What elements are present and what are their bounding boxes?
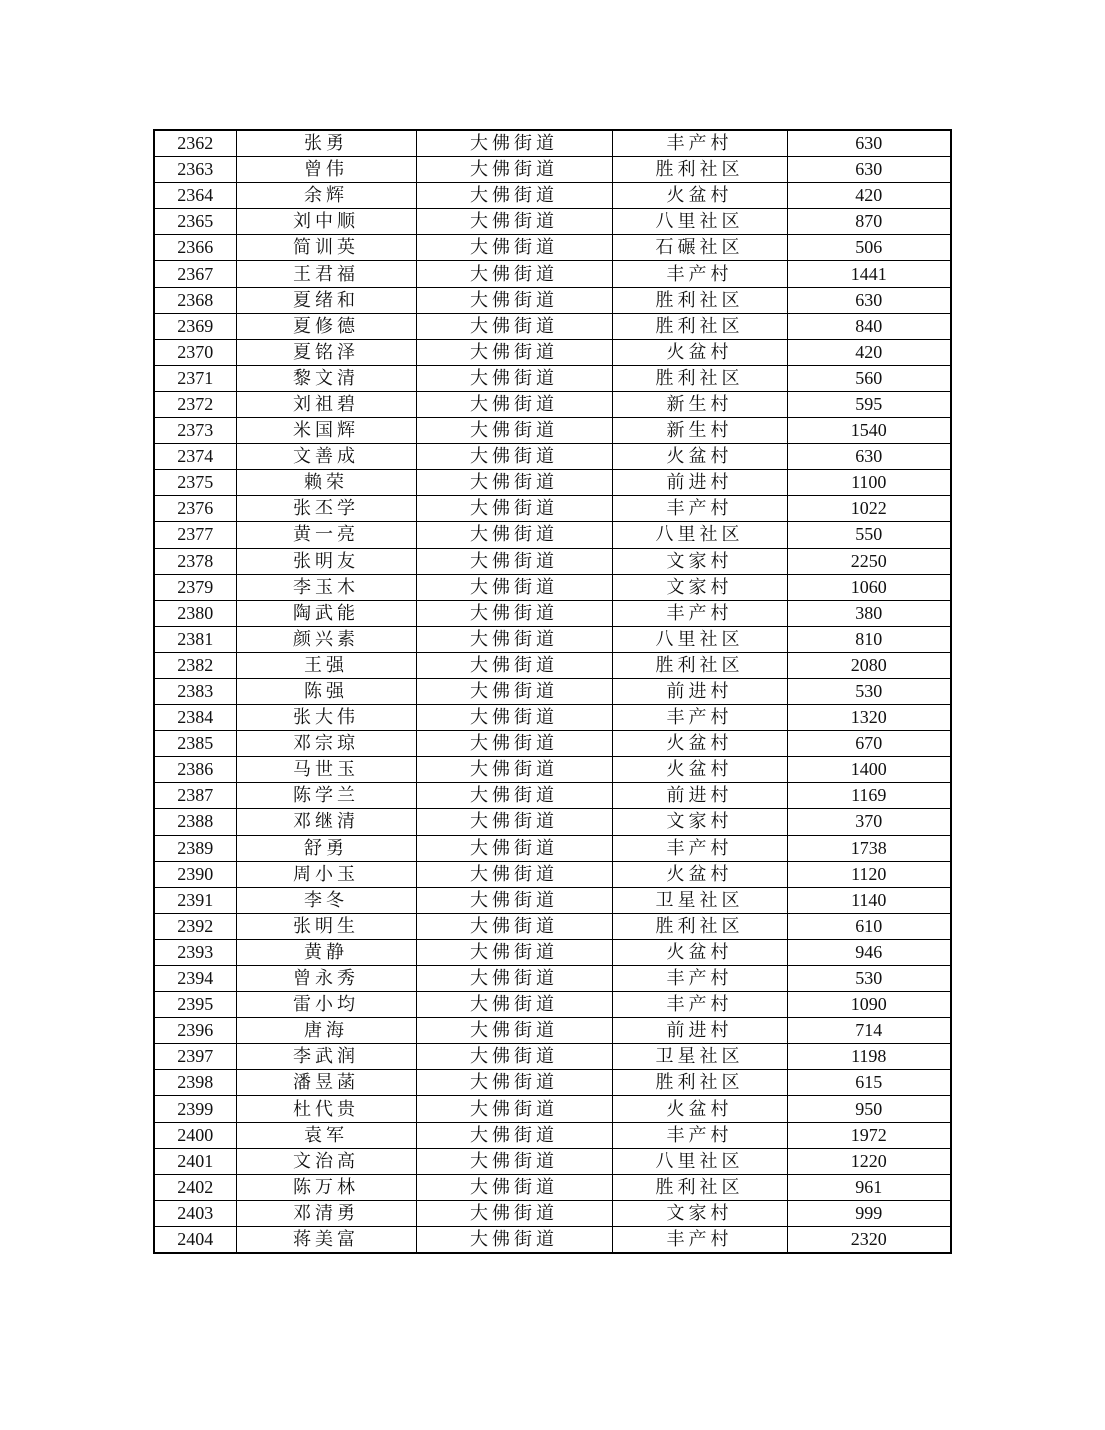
subdistrict-cell: 大佛街道 [416, 1226, 612, 1253]
subdistrict-cell: 大佛街道 [416, 261, 612, 287]
row-number-cell: 2390 [154, 861, 236, 887]
table-row [154, 757, 951, 783]
name-cell: 张勇 [236, 130, 416, 157]
community-cell: 火盆村 [612, 1096, 787, 1122]
table-row [154, 939, 951, 965]
row-number-cell: 2366 [154, 235, 236, 261]
row-number-cell: 2394 [154, 966, 236, 992]
row-number-cell: 2389 [154, 835, 236, 861]
table-row [154, 705, 951, 731]
amount-cell: 380 [787, 600, 951, 626]
community-cell: 丰产村 [612, 966, 787, 992]
community-cell: 文家村 [612, 548, 787, 574]
row-number-cell: 2392 [154, 913, 236, 939]
subdistrict-cell: 大佛街道 [416, 339, 612, 365]
subdistrict-cell: 大佛街道 [416, 444, 612, 470]
table-row [154, 1096, 951, 1122]
row-number-cell: 2379 [154, 574, 236, 600]
subdistrict-cell: 大佛街道 [416, 913, 612, 939]
name-cell: 潘昱菡 [236, 1070, 416, 1096]
table-row [154, 835, 951, 861]
subdistrict-cell: 大佛街道 [416, 365, 612, 391]
row-number-cell: 2371 [154, 365, 236, 391]
records-table [153, 129, 952, 1254]
row-number-cell: 2383 [154, 678, 236, 704]
amount-cell: 1022 [787, 496, 951, 522]
table-row [154, 1044, 951, 1070]
amount-cell: 1140 [787, 887, 951, 913]
row-number-cell: 2372 [154, 391, 236, 417]
table-row [154, 418, 951, 444]
community-cell: 前进村 [612, 1018, 787, 1044]
amount-cell: 530 [787, 678, 951, 704]
table-row [154, 1174, 951, 1200]
community-cell: 八里社区 [612, 1148, 787, 1174]
row-number-cell: 2402 [154, 1174, 236, 1200]
table-row [154, 731, 951, 757]
amount-cell: 1738 [787, 835, 951, 861]
name-cell: 张大伟 [236, 705, 416, 731]
community-cell: 胜利社区 [612, 913, 787, 939]
row-number-cell: 2403 [154, 1200, 236, 1226]
amount-cell: 1972 [787, 1122, 951, 1148]
amount-cell: 1400 [787, 757, 951, 783]
row-number-cell: 2399 [154, 1096, 236, 1122]
row-number-cell: 2363 [154, 157, 236, 183]
table-row [154, 157, 951, 183]
amount-cell: 595 [787, 391, 951, 417]
table-row [154, 1226, 951, 1253]
name-cell: 曾伟 [236, 157, 416, 183]
table-row [154, 1200, 951, 1226]
name-cell: 余辉 [236, 183, 416, 209]
name-cell: 邓继清 [236, 809, 416, 835]
row-number-cell: 2398 [154, 1070, 236, 1096]
subdistrict-cell: 大佛街道 [416, 966, 612, 992]
row-number-cell: 2401 [154, 1148, 236, 1174]
table-row [154, 992, 951, 1018]
subdistrict-cell: 大佛街道 [416, 130, 612, 157]
name-cell: 李玉木 [236, 574, 416, 600]
table-row [154, 600, 951, 626]
table-row [154, 522, 951, 548]
row-number-cell: 2369 [154, 313, 236, 339]
community-cell: 前进村 [612, 470, 787, 496]
table-row [154, 1018, 951, 1044]
amount-cell: 630 [787, 157, 951, 183]
name-cell: 简训英 [236, 235, 416, 261]
row-number-cell: 2385 [154, 731, 236, 757]
community-cell: 丰产村 [612, 835, 787, 861]
row-number-cell: 2381 [154, 626, 236, 652]
amount-cell: 1540 [787, 418, 951, 444]
community-cell: 前进村 [612, 678, 787, 704]
row-number-cell: 2377 [154, 522, 236, 548]
row-number-cell: 2391 [154, 887, 236, 913]
community-cell: 火盆村 [612, 183, 787, 209]
table-row [154, 783, 951, 809]
name-cell: 陶武能 [236, 600, 416, 626]
amount-cell: 999 [787, 1200, 951, 1226]
name-cell: 邓清勇 [236, 1200, 416, 1226]
table-row [154, 261, 951, 287]
amount-cell: 506 [787, 235, 951, 261]
row-number-cell: 2376 [154, 496, 236, 522]
amount-cell: 1320 [787, 705, 951, 731]
subdistrict-cell: 大佛街道 [416, 1200, 612, 1226]
table-row [154, 313, 951, 339]
amount-cell: 615 [787, 1070, 951, 1096]
table-row [154, 287, 951, 313]
subdistrict-cell: 大佛街道 [416, 496, 612, 522]
community-cell: 火盆村 [612, 731, 787, 757]
name-cell: 米国辉 [236, 418, 416, 444]
table-row [154, 209, 951, 235]
amount-cell: 2080 [787, 652, 951, 678]
subdistrict-cell: 大佛街道 [416, 652, 612, 678]
subdistrict-cell: 大佛街道 [416, 783, 612, 809]
community-cell: 火盆村 [612, 339, 787, 365]
row-number-cell: 2404 [154, 1226, 236, 1253]
subdistrict-cell: 大佛街道 [416, 1070, 612, 1096]
row-number-cell: 2395 [154, 992, 236, 1018]
name-cell: 邓宗琼 [236, 731, 416, 757]
amount-cell: 550 [787, 522, 951, 548]
amount-cell: 560 [787, 365, 951, 391]
subdistrict-cell: 大佛街道 [416, 574, 612, 600]
table-row [154, 913, 951, 939]
subdistrict-cell: 大佛街道 [416, 992, 612, 1018]
amount-cell: 630 [787, 444, 951, 470]
subdistrict-cell: 大佛街道 [416, 809, 612, 835]
records-table-body [154, 130, 951, 1253]
row-number-cell: 2367 [154, 261, 236, 287]
row-number-cell: 2400 [154, 1122, 236, 1148]
name-cell: 黎文清 [236, 365, 416, 391]
amount-cell: 2250 [787, 548, 951, 574]
community-cell: 石碾社区 [612, 235, 787, 261]
name-cell: 黄静 [236, 939, 416, 965]
row-number-cell: 2396 [154, 1018, 236, 1044]
subdistrict-cell: 大佛街道 [416, 157, 612, 183]
community-cell: 八里社区 [612, 522, 787, 548]
row-number-cell: 2373 [154, 418, 236, 444]
community-cell: 丰产村 [612, 992, 787, 1018]
amount-cell: 670 [787, 731, 951, 757]
community-cell: 卫星社区 [612, 1044, 787, 1070]
name-cell: 文治高 [236, 1148, 416, 1174]
amount-cell: 714 [787, 1018, 951, 1044]
name-cell: 周小玉 [236, 861, 416, 887]
community-cell: 新生村 [612, 418, 787, 444]
table-row [154, 574, 951, 600]
subdistrict-cell: 大佛街道 [416, 287, 612, 313]
row-number-cell: 2362 [154, 130, 236, 157]
community-cell: 胜利社区 [612, 1070, 787, 1096]
name-cell: 王强 [236, 652, 416, 678]
community-cell: 卫星社区 [612, 887, 787, 913]
community-cell: 文家村 [612, 1200, 787, 1226]
row-number-cell: 2370 [154, 339, 236, 365]
amount-cell: 530 [787, 966, 951, 992]
row-number-cell: 2365 [154, 209, 236, 235]
community-cell: 八里社区 [612, 626, 787, 652]
amount-cell: 420 [787, 183, 951, 209]
table-row [154, 470, 951, 496]
name-cell: 马世玉 [236, 757, 416, 783]
amount-cell: 610 [787, 913, 951, 939]
amount-cell: 961 [787, 1174, 951, 1200]
table-row [154, 130, 951, 157]
table-row [154, 1122, 951, 1148]
row-number-cell: 2382 [154, 652, 236, 678]
name-cell: 曾永秀 [236, 966, 416, 992]
subdistrict-cell: 大佛街道 [416, 1018, 612, 1044]
table-row [154, 444, 951, 470]
community-cell: 火盆村 [612, 939, 787, 965]
amount-cell: 950 [787, 1096, 951, 1122]
subdistrict-cell: 大佛街道 [416, 1044, 612, 1070]
table-row [154, 365, 951, 391]
name-cell: 舒勇 [236, 835, 416, 861]
table-row [154, 1148, 951, 1174]
community-cell: 胜利社区 [612, 652, 787, 678]
name-cell: 夏修德 [236, 313, 416, 339]
subdistrict-cell: 大佛街道 [416, 705, 612, 731]
amount-cell: 2320 [787, 1226, 951, 1253]
amount-cell: 1220 [787, 1148, 951, 1174]
table-row [154, 809, 951, 835]
subdistrict-cell: 大佛街道 [416, 678, 612, 704]
subdistrict-cell: 大佛街道 [416, 313, 612, 339]
amount-cell: 870 [787, 209, 951, 235]
community-cell: 胜利社区 [612, 1174, 787, 1200]
amount-cell: 1169 [787, 783, 951, 809]
row-number-cell: 2386 [154, 757, 236, 783]
row-number-cell: 2374 [154, 444, 236, 470]
subdistrict-cell: 大佛街道 [416, 183, 612, 209]
name-cell: 颜兴素 [236, 626, 416, 652]
table-row [154, 861, 951, 887]
subdistrict-cell: 大佛街道 [416, 1096, 612, 1122]
amount-cell: 630 [787, 287, 951, 313]
subdistrict-cell: 大佛街道 [416, 548, 612, 574]
table-row [154, 652, 951, 678]
subdistrict-cell: 大佛街道 [416, 757, 612, 783]
table-row [154, 391, 951, 417]
name-cell: 赖荣 [236, 470, 416, 496]
row-number-cell: 2375 [154, 470, 236, 496]
amount-cell: 420 [787, 339, 951, 365]
table-row [154, 183, 951, 209]
community-cell: 胜利社区 [612, 287, 787, 313]
subdistrict-cell: 大佛街道 [416, 470, 612, 496]
name-cell: 唐海 [236, 1018, 416, 1044]
subdistrict-cell: 大佛街道 [416, 731, 612, 757]
table-row [154, 678, 951, 704]
subdistrict-cell: 大佛街道 [416, 939, 612, 965]
community-cell: 丰产村 [612, 1226, 787, 1253]
row-number-cell: 2393 [154, 939, 236, 965]
table-row [154, 339, 951, 365]
name-cell: 李冬 [236, 887, 416, 913]
subdistrict-cell: 大佛街道 [416, 209, 612, 235]
subdistrict-cell: 大佛街道 [416, 835, 612, 861]
table-row [154, 235, 951, 261]
subdistrict-cell: 大佛街道 [416, 522, 612, 548]
amount-cell: 1120 [787, 861, 951, 887]
community-cell: 文家村 [612, 809, 787, 835]
community-cell: 胜利社区 [612, 157, 787, 183]
name-cell: 刘祖碧 [236, 391, 416, 417]
subdistrict-cell: 大佛街道 [416, 626, 612, 652]
row-number-cell: 2388 [154, 809, 236, 835]
community-cell: 文家村 [612, 574, 787, 600]
community-cell: 胜利社区 [612, 313, 787, 339]
name-cell: 陈万林 [236, 1174, 416, 1200]
subdistrict-cell: 大佛街道 [416, 1122, 612, 1148]
amount-cell: 1198 [787, 1044, 951, 1070]
community-cell: 丰产村 [612, 600, 787, 626]
community-cell: 丰产村 [612, 261, 787, 287]
amount-cell: 1060 [787, 574, 951, 600]
row-number-cell: 2378 [154, 548, 236, 574]
row-number-cell: 2387 [154, 783, 236, 809]
name-cell: 文善成 [236, 444, 416, 470]
subdistrict-cell: 大佛街道 [416, 1174, 612, 1200]
table-row [154, 1070, 951, 1096]
name-cell: 杜代贵 [236, 1096, 416, 1122]
subdistrict-cell: 大佛街道 [416, 1148, 612, 1174]
name-cell: 张明生 [236, 913, 416, 939]
subdistrict-cell: 大佛街道 [416, 418, 612, 444]
name-cell: 雷小均 [236, 992, 416, 1018]
amount-cell: 1441 [787, 261, 951, 287]
name-cell: 李武润 [236, 1044, 416, 1070]
amount-cell: 1100 [787, 470, 951, 496]
subdistrict-cell: 大佛街道 [416, 861, 612, 887]
name-cell: 袁军 [236, 1122, 416, 1148]
community-cell: 胜利社区 [612, 365, 787, 391]
name-cell: 蒋美富 [236, 1226, 416, 1253]
amount-cell: 946 [787, 939, 951, 965]
row-number-cell: 2384 [154, 705, 236, 731]
amount-cell: 1090 [787, 992, 951, 1018]
row-number-cell: 2397 [154, 1044, 236, 1070]
community-cell: 火盆村 [612, 861, 787, 887]
community-cell: 丰产村 [612, 1122, 787, 1148]
subdistrict-cell: 大佛街道 [416, 235, 612, 261]
name-cell: 陈学兰 [236, 783, 416, 809]
name-cell: 陈强 [236, 678, 416, 704]
community-cell: 前进村 [612, 783, 787, 809]
amount-cell: 370 [787, 809, 951, 835]
community-cell: 火盆村 [612, 757, 787, 783]
community-cell: 新生村 [612, 391, 787, 417]
amount-cell: 810 [787, 626, 951, 652]
row-number-cell: 2368 [154, 287, 236, 313]
table-row [154, 966, 951, 992]
subdistrict-cell: 大佛街道 [416, 600, 612, 626]
table-row [154, 548, 951, 574]
table-row [154, 626, 951, 652]
table-row [154, 887, 951, 913]
community-cell: 丰产村 [612, 496, 787, 522]
community-cell: 丰产村 [612, 705, 787, 731]
subdistrict-cell: 大佛街道 [416, 391, 612, 417]
name-cell: 夏绪和 [236, 287, 416, 313]
name-cell: 张丕学 [236, 496, 416, 522]
row-number-cell: 2364 [154, 183, 236, 209]
community-cell: 火盆村 [612, 444, 787, 470]
row-number-cell: 2380 [154, 600, 236, 626]
amount-cell: 630 [787, 130, 951, 157]
name-cell: 黄一亮 [236, 522, 416, 548]
amount-cell: 840 [787, 313, 951, 339]
community-cell: 八里社区 [612, 209, 787, 235]
name-cell: 刘中顺 [236, 209, 416, 235]
name-cell: 张明友 [236, 548, 416, 574]
table-row [154, 496, 951, 522]
name-cell: 夏铭泽 [236, 339, 416, 365]
name-cell: 王君福 [236, 261, 416, 287]
community-cell: 丰产村 [612, 130, 787, 157]
subdistrict-cell: 大佛街道 [416, 887, 612, 913]
